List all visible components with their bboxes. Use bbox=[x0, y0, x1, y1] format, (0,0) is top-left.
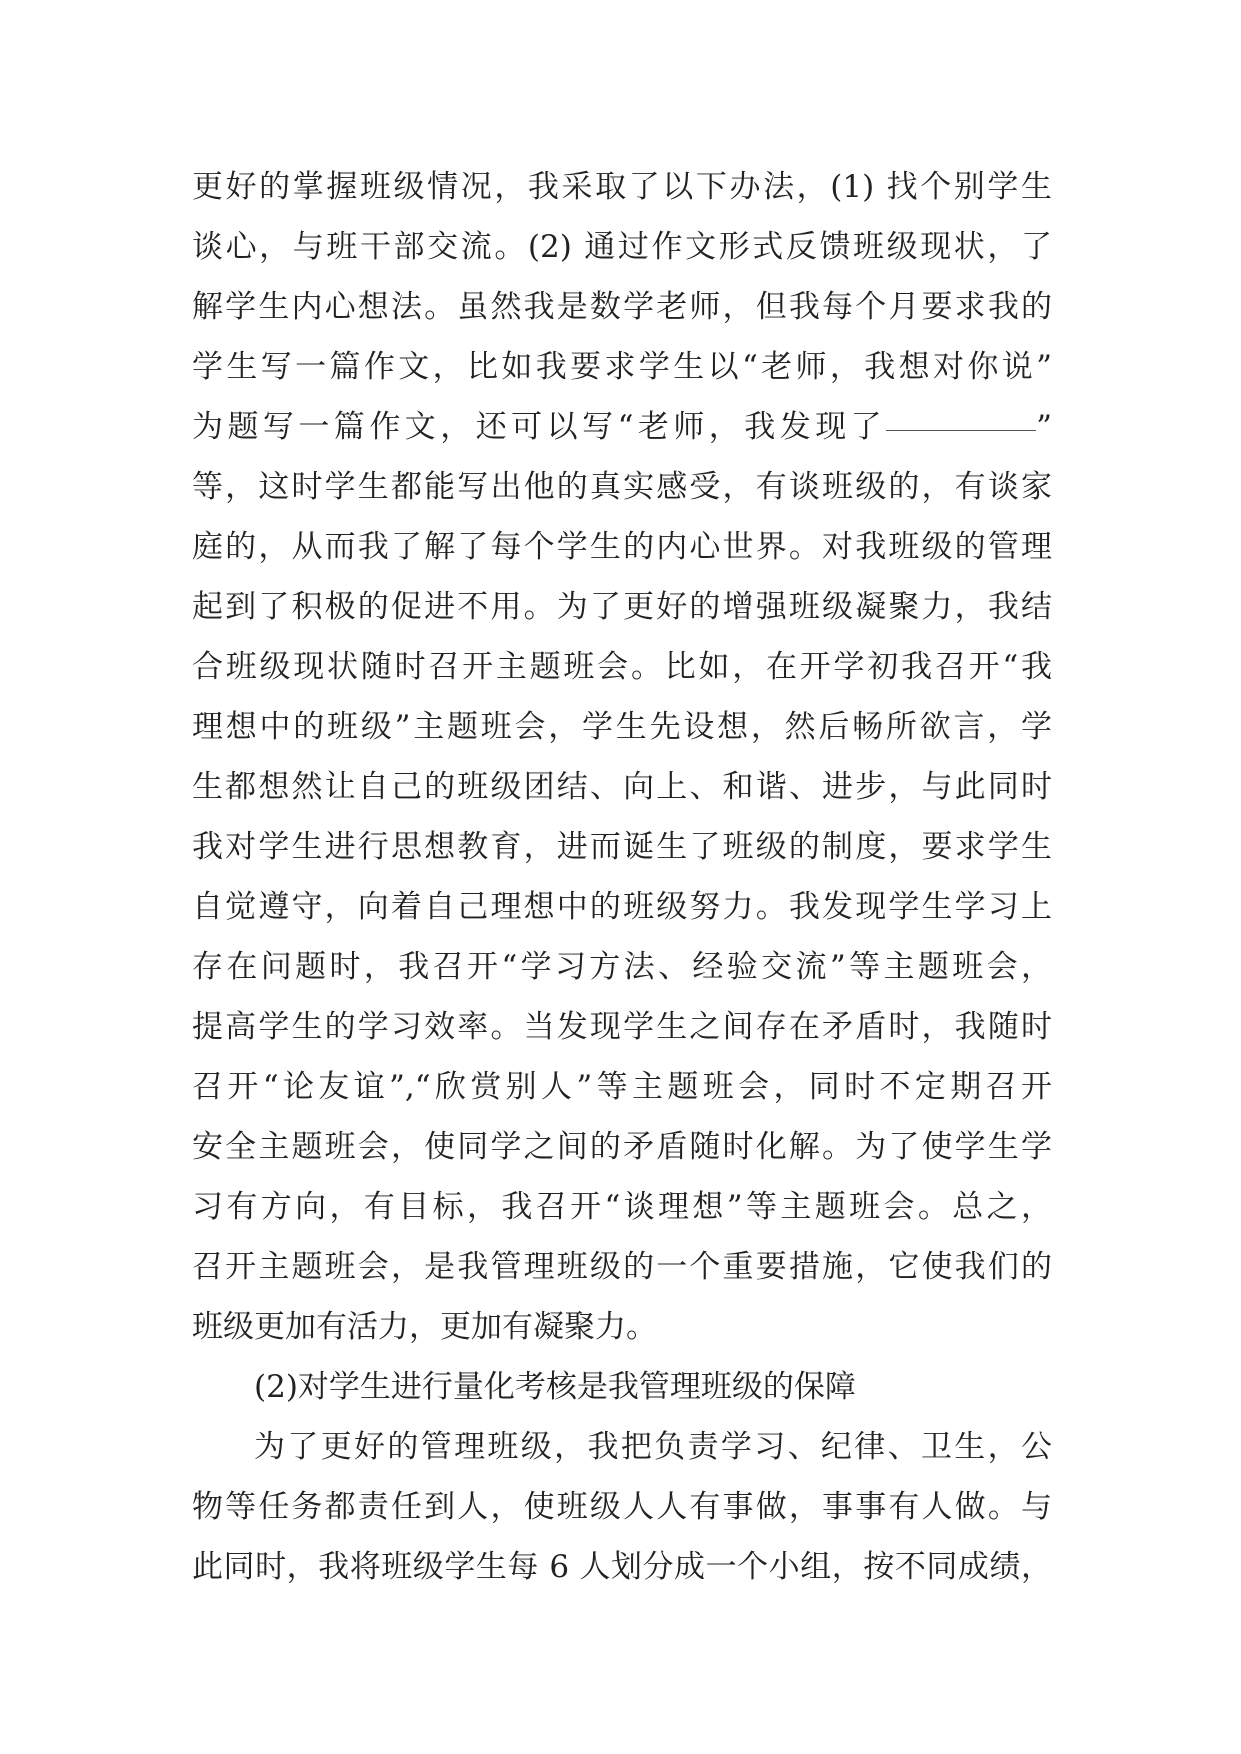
text-line: 更好的掌握班级情况，我采取了以下办法，(1) 找个别学生 bbox=[192, 169, 1052, 205]
text-line: 学生写一篇作文，比如我要求学生以“老师，我想对你说” bbox=[192, 349, 1052, 385]
paragraph-start-line: 为了更好的管理班级，我把负责学习、纪律、卫生，公 bbox=[254, 1429, 1052, 1465]
text-line: 合班级现状随时召开主题班会。比如，在开学初我召开“我 bbox=[192, 649, 1052, 685]
text-line: 解学生内心想法。虽然我是数学老师，但我每个月要求我的 bbox=[192, 289, 1052, 325]
text-line: 起到了积极的促进不用。为了更好的增强班级凝聚力，我结 bbox=[192, 589, 1052, 625]
body-text bbox=[192, 157, 1052, 1597]
text-line: 此同时，我将班级学生每 6 人划分成一个小组，按不同成绩， bbox=[192, 1549, 1052, 1585]
text-line: 习有方向，有目标，我召开“谈理想”等主题班会。总之， bbox=[192, 1189, 1052, 1225]
text-line: 物等任务都责任到人，使班级人人有事做，事事有人做。与 bbox=[192, 1489, 1052, 1525]
text-line: 庭的，从而我了解了每个学生的内心世界。对我班级的管理 bbox=[192, 529, 1052, 565]
text-line: 召开主题班会，是我管理班级的一个重要措施，它使我们的 bbox=[192, 1249, 1052, 1285]
text-line: 存在问题时，我召开“学习方法、经验交流”等主题班会， bbox=[192, 949, 1052, 985]
text-line: 等，这时学生都能写出他的真实感受，有谈班级的，有谈家 bbox=[192, 469, 1052, 505]
text-line: 召开“论友谊”,“欣赏别人”等主题班会，同时不定期召开 bbox=[192, 1069, 1052, 1105]
text-line: 我对学生进行思想教育，进而诞生了班级的制度，要求学生 bbox=[192, 829, 1052, 865]
text-line: 安全主题班会，使同学之间的矛盾随时化解。为了使学生学 bbox=[192, 1129, 1052, 1165]
section-heading: (2)对学生进行量化考核是我管理班级的保障 bbox=[254, 1369, 856, 1405]
fill-in-blank bbox=[886, 429, 1036, 431]
text-line-start: 为题写一篇作文，还可以写“老师，我发现了 bbox=[192, 409, 887, 445]
paragraph-end-line: 班级更加有活力，更加有凝聚力。 bbox=[192, 1309, 657, 1345]
text-line: 提高学生的学习效率。当发现学生之间存在矛盾时，我随时 bbox=[192, 1009, 1052, 1045]
text-line: 理想中的班级”主题班会，学生先设想，然后畅所欲言，学 bbox=[192, 709, 1052, 745]
text-line: 谈心，与班干部交流。(2) 通过作文形式反馈班级现状，了 bbox=[192, 229, 1052, 265]
text-line: 自觉遵守，向着自己理想中的班级努力。我发现学生学习上 bbox=[192, 889, 1052, 925]
closing-quote: ” bbox=[1036, 409, 1052, 445]
text-line-with-blank bbox=[192, 397, 1052, 457]
text-line: 生都想然让自己的班级团结、向上、和谐、进步，与此同时 bbox=[192, 769, 1052, 805]
